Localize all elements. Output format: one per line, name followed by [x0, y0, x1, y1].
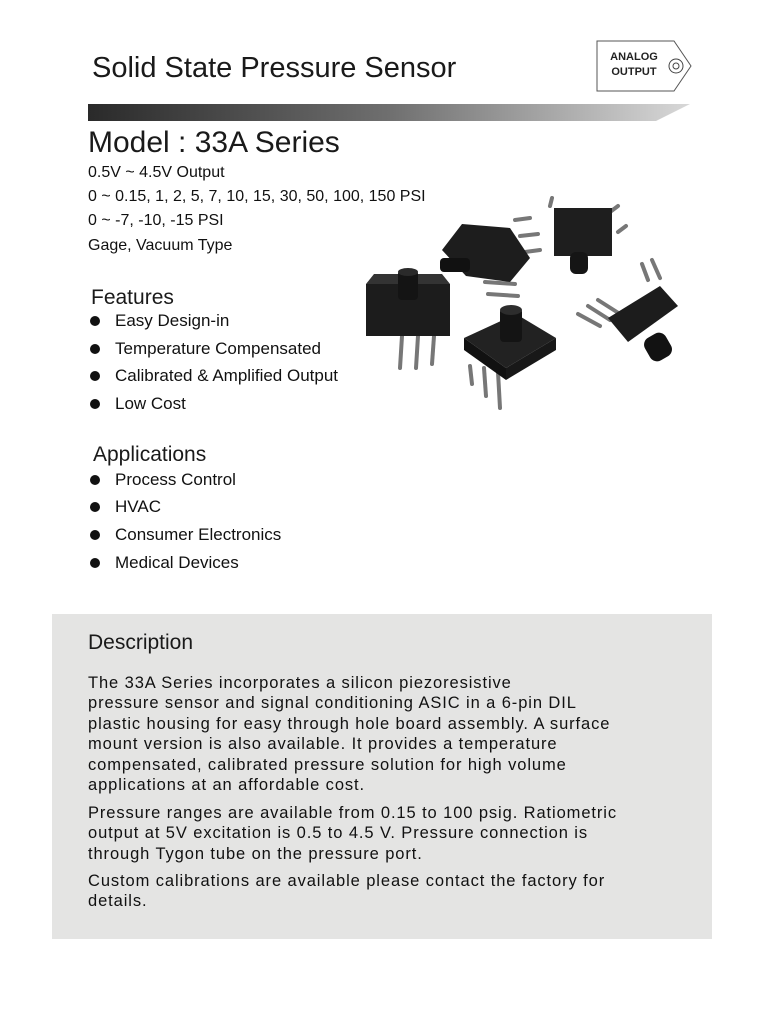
analog-output-badge — [596, 40, 692, 92]
bullet-icon — [90, 502, 100, 512]
bullet-icon — [90, 558, 100, 568]
spec-type: Gage, Vacuum Type — [88, 237, 233, 254]
application-item: HVAC — [90, 496, 161, 518]
bullet-icon — [90, 344, 100, 354]
spec-output: 0.5V ~ 4.5V Output — [88, 164, 225, 181]
feature-item: Low Cost — [90, 393, 186, 415]
badge-line1: ANALOG — [610, 51, 658, 63]
bullet-icon — [90, 399, 100, 409]
page-title: Solid State Pressure Sensor — [92, 52, 457, 84]
bullet-icon — [90, 316, 100, 326]
description-paragraph: Custom calibrations are available please contact the factory for details. — [88, 872, 606, 911]
spec-vacuum-ranges: 0 ~ -7, -10, -15 PSI — [88, 212, 224, 229]
header-gradient-bar — [88, 104, 690, 121]
model-title: Model : 33A Series — [88, 126, 340, 159]
spec-ranges: 0 ~ 0.15, 1, 2, 5, 7, 10, 15, 30, 50, 100, 150 PSI — [88, 188, 426, 205]
feature-item: Easy Design-in — [90, 310, 229, 332]
sensor-product-photo — [360, 196, 690, 418]
feature-item: Temperature Compensated — [90, 338, 321, 360]
bullet-icon — [90, 371, 100, 381]
bullet-icon — [90, 475, 100, 485]
description-paragraph: The 33A Series incorporates a silicon piezoresistive pressure sensor and signal conditioning ASIC in a 6-pin DIL plastic housing for easy through hole board assembly. A surface mount version is also available. It provides a temperature compensated, calibrated pressure solution for high volume applications at an affordable cost. — [88, 674, 611, 795]
description-paragraph: Pressure ranges are available from 0.15 to 100 psig. Ratiometric output at 5V excitation is 0.5 to 4.5 V. Pressure connection is through Tygon tube on the pressure port. — [88, 804, 618, 863]
applications-heading: Applications — [93, 443, 207, 466]
badge-line2: OUTPUT — [611, 66, 657, 78]
features-heading: Features — [91, 286, 174, 309]
bullet-icon — [90, 530, 100, 540]
application-item: Process Control — [90, 469, 236, 491]
description-panel — [52, 614, 712, 939]
description-heading: Description — [88, 631, 194, 654]
application-item: Medical Devices — [90, 552, 239, 574]
application-item: Consumer Electronics — [90, 524, 281, 546]
feature-item: Calibrated & Amplified Output — [90, 365, 338, 387]
